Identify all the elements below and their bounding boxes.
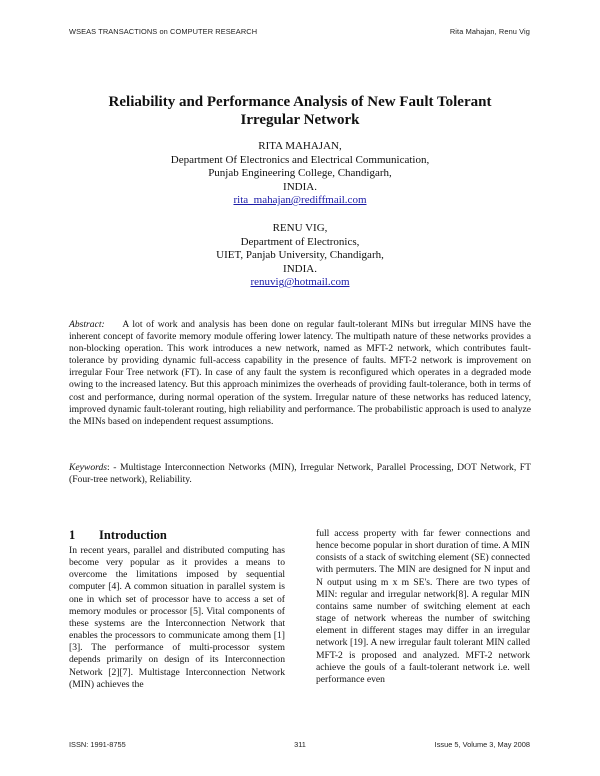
title-line-1: Reliability and Performance Analysis of New Fault Tolerant bbox=[108, 94, 492, 110]
author2-email-link[interactable]: renuvig@hotmail.com bbox=[250, 276, 350, 288]
paper-title bbox=[0, 93, 600, 129]
running-header-journal: WSEAS TRANSACTIONS on COMPUTER RESEARCH bbox=[69, 27, 258, 36]
keywords-label: Keywords bbox=[69, 462, 108, 473]
intro-left-column: In recent years, parallel and distributed computing has become very popular as it provides a means to overcome the limitations imposed by sequential computer [4]. A common situation in parallel system is one in which set of processor have to access a set of memory modules or processor [5]. Vital components of these systems are the Interconnection Network that enables the processors to communicate among them [1][3]. The performance of multi-processor system depends primarily on design of its Interconnection Network [2][7]. Multistage Interconnection Network (MIN) achieves the bbox=[69, 545, 285, 690]
abstract bbox=[69, 319, 531, 428]
author1-email-link[interactable]: rita_mahajan@rediffmail.com bbox=[233, 194, 367, 206]
section-title: Introduction bbox=[99, 528, 167, 542]
author1-department: Department Of Electronics and Electrical Communication, bbox=[170, 153, 430, 166]
section-heading bbox=[69, 528, 167, 543]
author-block-1 bbox=[0, 140, 600, 208]
author1-college: Punjab Engineering College, Chandigarh, bbox=[208, 167, 392, 179]
author2-department: Department of Electronics, bbox=[240, 235, 360, 248]
abstract-text: A lot of work and analysis has been done on regular fault-tolerant MINs but irregular MINS have the inherent concept of favorite memory module offering lower latency. The multipath nature of these networks provides a non-blocking operation. This work introduces a new network, named as MFT-2 network, which contributes fault-tolerance by providing dynamic full-access capability in the presence of faults. MFT-2 network is improvement on irregular Four Tree network (FT). In case of any fault the system is reconfigured which operates in a degraded mode owing to the increased latency. But this approach minimizes the overheads of providing fault-tolerance, both in terms of cost and performance, during normal operation of the system. Irregular nature of these networks has reduced latency, improved dynamic fault-tolerant routing, high reliability and performance. The probabilistic approach is used to analyze the MINs based on independent request assumptions. bbox=[69, 319, 531, 427]
running-header-authors: Rita Mahajan, Renu Vig bbox=[449, 27, 530, 36]
author-block-2 bbox=[0, 222, 600, 290]
title-line-2: Irregular Network bbox=[240, 112, 360, 128]
keywords bbox=[69, 462, 531, 486]
author2-college: UIET, Panjab University, Chandigarh, bbox=[216, 249, 384, 261]
author1-name: RITA MAHAJAN, bbox=[258, 140, 342, 152]
footer-page-number: 311 bbox=[294, 740, 306, 749]
keywords-text: : - Multistage Interconnection Networks (MIN), Irregular Network, Parallel Processing, DOT Network, FT (Four-tree network), Reliability. bbox=[69, 462, 531, 486]
author1-country: INDIA. bbox=[283, 180, 317, 193]
author2-name: RENU VIG, bbox=[272, 222, 328, 234]
footer-issn: ISSN: 1991-8755 bbox=[69, 740, 126, 749]
intro-right-column: full access property with far fewer connections and hence become popular in short duration of time. A MIN consists of a stack of switching element (SE) connected with permuters. The MIN are designed for N input and N output using m x m SE's. There are two types of MIN: regular and irregular network[8]. A regular MIN contains same number of switching element at each stage of network whereas the number of switching element in different stages may differ in an irregular network [19]. A new irregular fault tolerant MIN called MFT-2 is proposed and analyzed. MFT-2 network achieve the gouls of a fault-tolerant network i.e. well performance even bbox=[316, 528, 530, 685]
section-number: 1 bbox=[69, 528, 76, 542]
abstract-label: Abstract: bbox=[69, 319, 105, 330]
author2-country: INDIA. bbox=[283, 262, 317, 275]
footer-issue: Issue 5, Volume 3, May 2008 bbox=[434, 740, 530, 749]
